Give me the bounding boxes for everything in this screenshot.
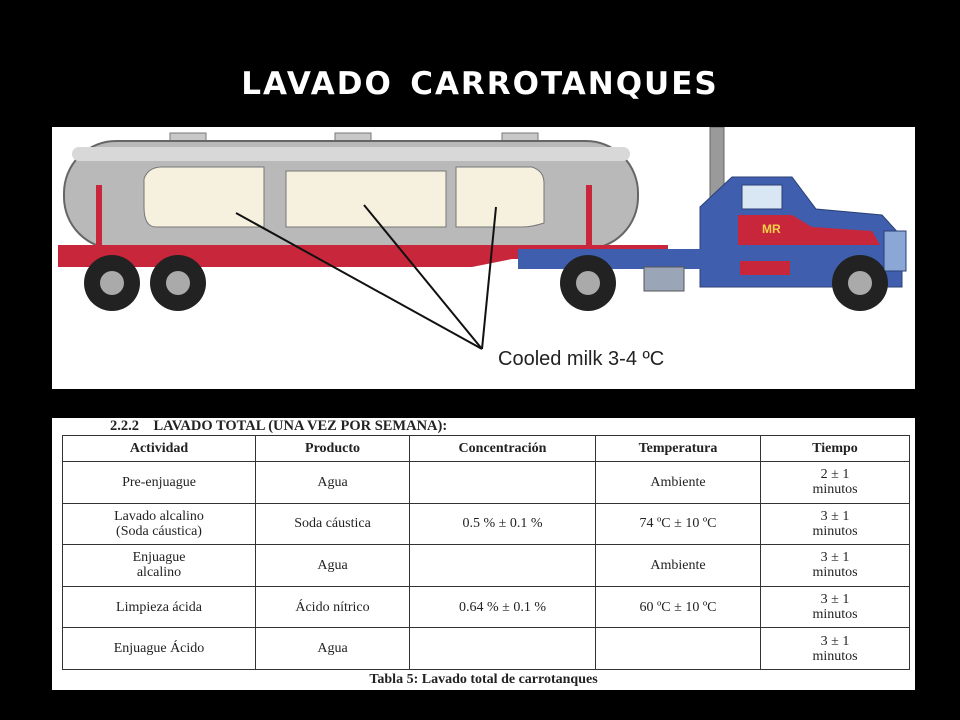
table-cell: Enjuague alcalino bbox=[63, 545, 256, 587]
table-cell: Agua bbox=[256, 628, 410, 670]
table-row bbox=[63, 586, 910, 628]
column-header: Actividad bbox=[63, 436, 256, 462]
table-cell: 2 ± 1 minutos bbox=[761, 462, 910, 504]
table-cell: 3 ± 1 minutos bbox=[761, 545, 910, 587]
table-cell: 74 ºC ± 10 ºC bbox=[596, 503, 761, 545]
column-header: Temperatura bbox=[596, 436, 761, 462]
column-header: Tiempo bbox=[761, 436, 910, 462]
table-caption: Tabla 5: Lavado total de carrotanques bbox=[369, 672, 598, 687]
table-cell bbox=[410, 462, 596, 504]
table-cell: 0.5 % ± 0.1 % bbox=[410, 503, 596, 545]
table-cell: Lavado alcalino (Soda cáustica) bbox=[63, 503, 256, 545]
slide-title: lavado carrotanques bbox=[241, 54, 719, 105]
table-cell bbox=[596, 628, 761, 670]
table-body bbox=[63, 462, 910, 670]
table-cell: 3 ± 1 minutos bbox=[761, 503, 910, 545]
column-header: Concentración bbox=[410, 436, 596, 462]
table-cell bbox=[410, 628, 596, 670]
table-row bbox=[63, 503, 910, 545]
table-cell: Ambiente bbox=[596, 462, 761, 504]
table-row bbox=[63, 628, 910, 670]
table-cell: Agua bbox=[256, 462, 410, 504]
table-cell: 0.64 % ± 0.1 % bbox=[410, 586, 596, 628]
truck-logo-text: MR bbox=[762, 222, 781, 236]
table-cell bbox=[410, 545, 596, 587]
table-cell: 3 ± 1 minutos bbox=[761, 586, 910, 628]
table-cell: Ácido nítrico bbox=[256, 586, 410, 628]
table-cell: 60 ºC ± 10 ºC bbox=[596, 586, 761, 628]
table-cell: Agua bbox=[256, 545, 410, 587]
table-cell: Limpieza ácida bbox=[63, 586, 256, 628]
table-cell: 3 ± 1 minutos bbox=[761, 628, 910, 670]
washing-schedule-table bbox=[62, 435, 910, 670]
table-cell: Soda cáustica bbox=[256, 503, 410, 545]
table-row bbox=[63, 462, 910, 504]
callout-label: Cooled milk 3-4 ºC bbox=[498, 348, 665, 370]
table-cell: Ambiente bbox=[596, 545, 761, 587]
table-cell: Enjuague Ácido bbox=[63, 628, 256, 670]
washing-table-panel bbox=[52, 418, 915, 690]
tanker-truck-drawing bbox=[52, 127, 915, 389]
table-heading: 2.2.2 LAVADO TOTAL (UNA VEZ POR SEMANA): bbox=[110, 418, 448, 434]
table-cell: Pre-enjuague bbox=[63, 462, 256, 504]
tanker-truck-illustration bbox=[52, 127, 915, 389]
table-header-row bbox=[63, 436, 910, 462]
table-row bbox=[63, 545, 910, 587]
column-header: Producto bbox=[256, 436, 410, 462]
